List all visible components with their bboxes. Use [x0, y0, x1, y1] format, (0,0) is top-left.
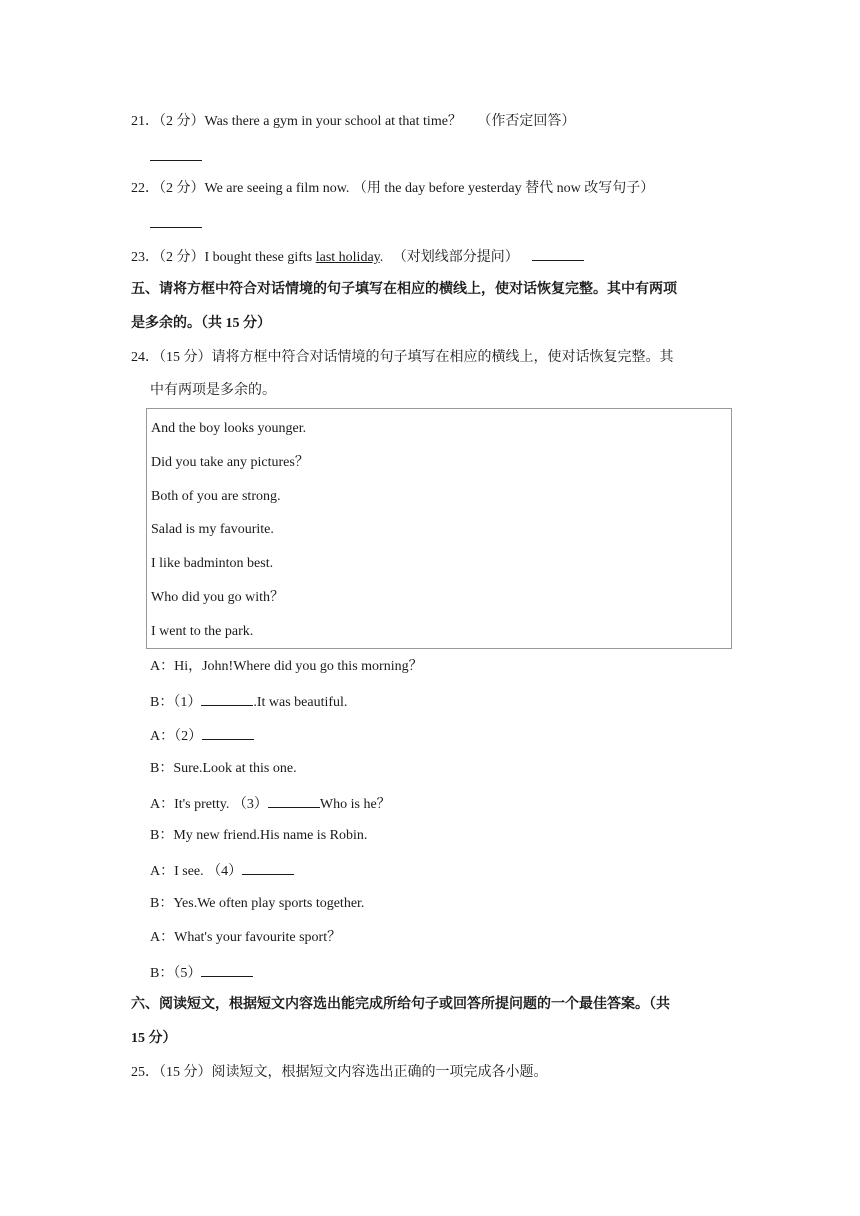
- answer-blank-1[interactable]: [201, 691, 253, 706]
- answer-blank-23[interactable]: [532, 246, 584, 261]
- question-text: 请将方框中符合对话情境的句子填写在相应的横线上，使对话恢复完整。其: [211, 350, 674, 365]
- dialogue-line-2: B：（1） .It was beautiful.: [150, 691, 347, 713]
- dialogue-line-10: B：（5）: [150, 962, 253, 984]
- section-5-title-cont: 是多余的。（共 15 分）: [131, 316, 271, 331]
- question-21: [131, 112, 575, 132]
- question-score: （15 分）: [159, 1065, 212, 1080]
- dialogue-line-7: A：I see. （4）: [150, 860, 294, 882]
- option-item: I went to the park.: [151, 624, 254, 639]
- option-item: And the boy looks younger.: [151, 421, 307, 436]
- question-instruction: （作否定回答）: [477, 114, 576, 129]
- question-24: [131, 348, 674, 368]
- question-number: 22．: [131, 181, 159, 196]
- option-item: Who did you go with？: [151, 590, 284, 605]
- option-item: Both of you are strong.: [151, 489, 281, 504]
- question-25: [131, 1063, 548, 1083]
- dialogue-line-3: A：（2）: [150, 725, 254, 747]
- answer-blank-3[interactable]: [268, 793, 320, 808]
- question-score: （2 分）: [159, 114, 205, 129]
- option-item: Salad is my favourite.: [151, 522, 274, 537]
- option-item: Did you take any pictures？: [151, 455, 309, 470]
- dialogue-line-4: B：Sure.Look at this one.: [150, 761, 297, 776]
- answer-blank-4[interactable]: [242, 860, 294, 875]
- options-box: [146, 408, 732, 649]
- section-5-title: 五、请将方框中符合对话情境的句子填写在相应的横线上，使对话恢复完整。其中有两项: [131, 282, 677, 297]
- question-22: [131, 179, 654, 199]
- question-number: 21．: [131, 114, 159, 129]
- dialogue-line-5: A：It's pretty. （3） Who is he？: [150, 793, 391, 815]
- question-text: 阅读短文，根据短文内容选出正确的一项完成各小题。: [211, 1065, 548, 1080]
- answer-blank-2[interactable]: [202, 725, 254, 740]
- question-instruction: （对划线部分提问）: [392, 250, 519, 265]
- dialogue-line-6: B：My new friend.His name is Robin.: [150, 828, 368, 843]
- section-6-title: 六、阅读短文，根据短文内容选出能完成所给句子或回答所提问题的一个最佳答案。（共: [131, 997, 670, 1012]
- answer-blank-21[interactable]: [150, 146, 202, 168]
- dialogue-line-1: A：Hi，John!Where did you go this morning？: [150, 659, 423, 674]
- question-score: （2 分）: [159, 181, 205, 196]
- question-text: Was there a gym in your school at that time？: [204, 114, 462, 129]
- question-score: （2 分）: [159, 250, 205, 265]
- question-number: 23．: [131, 250, 159, 265]
- underlined-phrase: last holiday: [315, 250, 380, 265]
- question-24-cont: 中有两项是多余的。: [150, 383, 276, 398]
- dialogue-line-9: A：What's your favourite sport？: [150, 930, 342, 945]
- dialogue-line-8: B：Yes.We often play sports together.: [150, 896, 365, 911]
- question-instruction: （用 the day before yesterday 替代 now 改写句子）: [352, 181, 655, 196]
- answer-blank-22[interactable]: [150, 213, 202, 235]
- question-number: 25．: [131, 1065, 159, 1080]
- question-score: （15 分）: [159, 350, 212, 365]
- option-item: I like badminton best.: [151, 556, 274, 571]
- answer-blank-5[interactable]: [201, 962, 253, 977]
- question-text: We are seeing a film now.: [204, 181, 350, 196]
- section-6-title-cont: 15 分）: [131, 1031, 177, 1046]
- question-number: 24．: [131, 350, 159, 365]
- question-text: I bought these gifts: [204, 250, 316, 265]
- question-23: 23．（2 分）I bought these gifts last holiday. （对划线部分提问）: [131, 246, 584, 268]
